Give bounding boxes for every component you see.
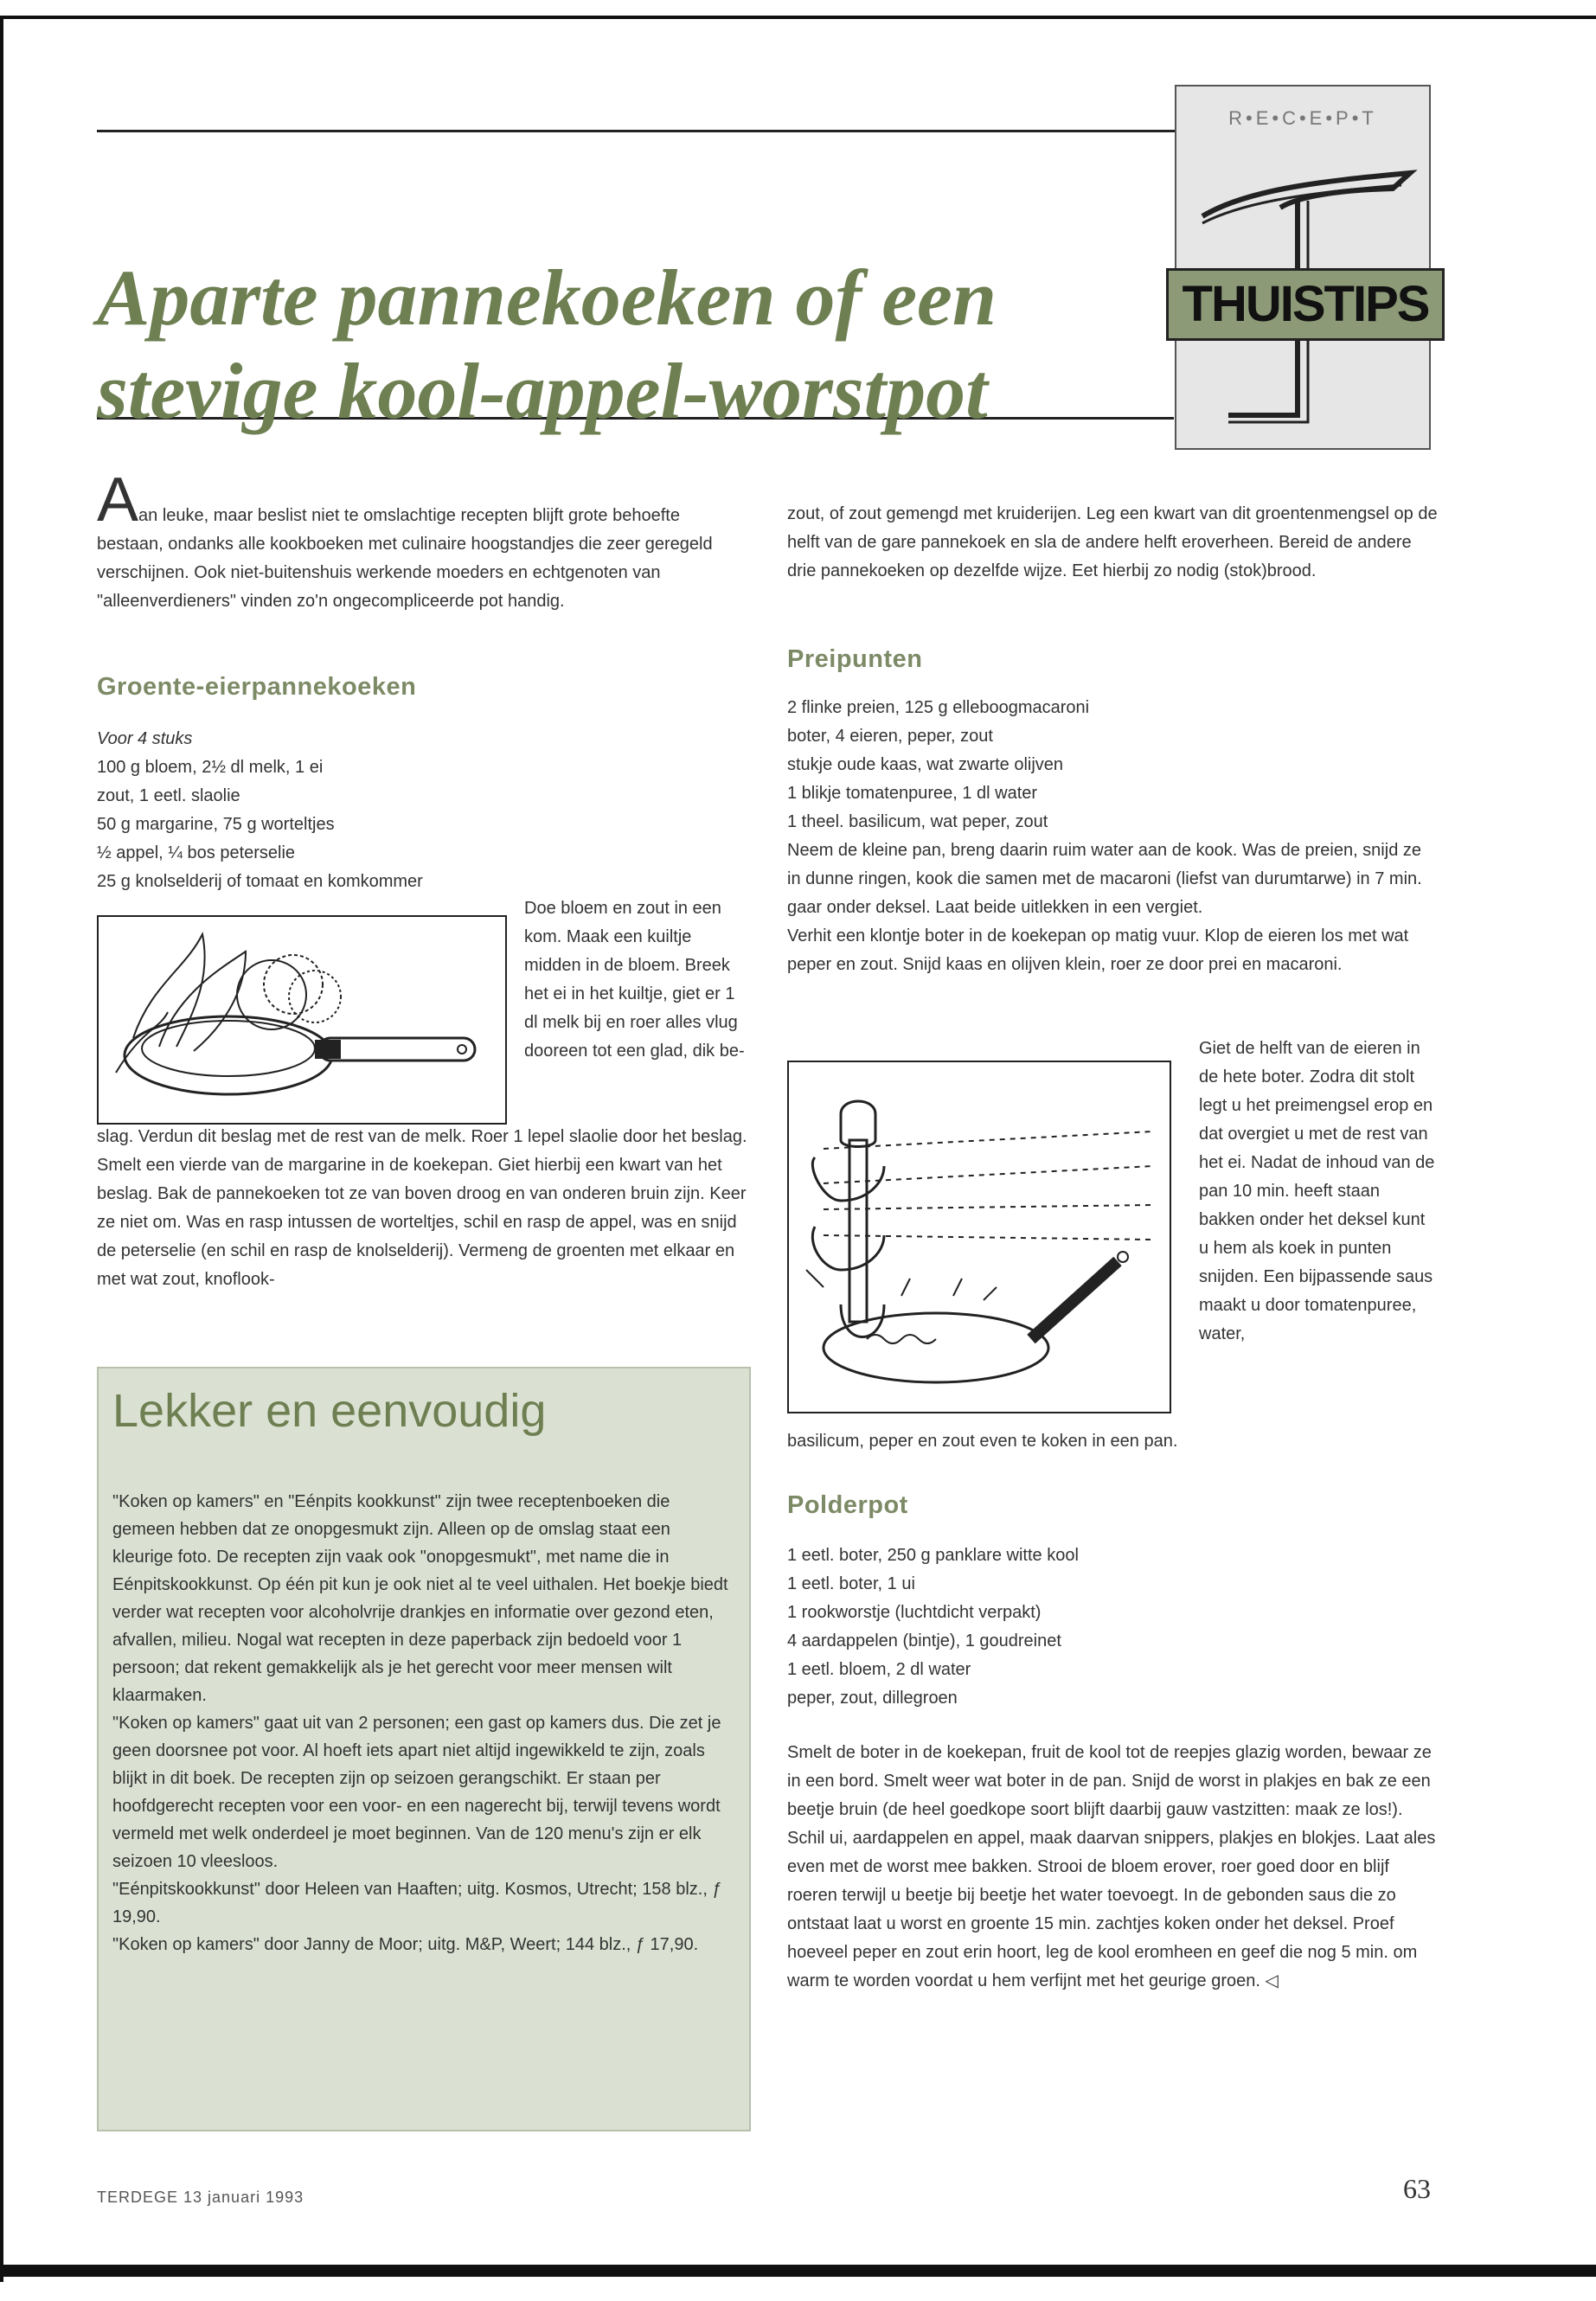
thuistips-logo: [1175, 85, 1431, 450]
end-mark-icon: ◁: [1265, 1971, 1279, 1990]
ingredient-line: ½ appel, ¼ bos peterselie: [97, 843, 296, 862]
ingredient-line: 1 theel. basilicum, wat peper, zout: [787, 812, 1048, 831]
method-paragraph: Neem de kleine pan, breng daarin ruim water aan de kook. Was de preien, snijd ze in dunne ringen, kook die samen met de macaroni (liefst van durumtarwe) in 7 min. gaar onder deksel. Laat beide uitlekken in een vergiet.: [787, 841, 1422, 917]
ingredient-line: 1 blikje tomatenpuree, 1 dl water: [787, 784, 1038, 803]
heading-preipunten: Preipunten: [787, 645, 923, 673]
groente-continued: zout, of zout gemengd met kruiderijen. Leg een kwart van dit groentenmengsel op de helft van de gare pannekoek en sla de andere helft eroverheen. Bereid de andere drie pannekoeken op dezelfde wijze. Eet hierbij zo nodig (stok)brood.: [787, 504, 1438, 580]
left-border: [0, 16, 3, 2282]
page-title: [97, 251, 1161, 438]
ingredient-line: boter, 4 eieren, peper, zout: [787, 727, 993, 746]
ingredient-line: 25 g knolselderij of tomaat en komkommer: [97, 872, 423, 891]
serves-line: Voor 4 stuks: [97, 729, 193, 748]
sidebar-paragraph: "Koken op kamers" en "Eénpits kookkunst" zijn twee receptenboeken die gemeen hebben dat ze onopgesmukt zijn. Alleen op de omslag staat een kleurige foto. De recepten zijn vaak ook "onopgesmukt", met name die in Eénpitskookkunst. Op één pit kun je ook niet al te veel uithalen. Het boekje biedt verder wat recepten voor alcoholvrije drankjes en informatie over gezond eten, afvallen, milieu. Nogal wat recepten in deze paperback zijn bedoeld voor 1 persoon; dat rekent gemakkelijk als je het gerecht voor meer mensen wilt klaarmaken.: [112, 1492, 728, 1705]
ingredient-line: zout, 1 eetl. slaolie: [97, 786, 240, 805]
polder-ingredients: [787, 1541, 1438, 1713]
polder-method: [787, 1739, 1438, 1996]
ingredient-line: stukje oude kaas, wat zwarte olijven: [787, 755, 1064, 774]
sidebar-text: [112, 1488, 728, 1958]
thuistips-wordmark: THUISTIPS: [1166, 268, 1445, 341]
ingredient-line: 4 aardappelen (bintje), 1 goudreinet: [787, 1631, 1061, 1650]
method-text: Schil ui, aardappelen en appel, maak daarvan snippers, plakjes en blokjes. Laat ales even met de worst mee bakken. Strooi de bloem erover, roer goed door en blijf roeren terwijl u beetje bij beetje het water toevoegt. In de gebonden saus die zo ontstaat laat u worst en groente 15 min. zachtjes koken onder het deksel. Proef hoeveel peper en zout erin hoort, leg de kool eromheen en geef die nog 5 min. om warm te worden voordat u hem verfijnt met het geurige groen.: [787, 1829, 1436, 1990]
top-border: [0, 16, 1596, 19]
ingredient-line: 1 rookworstje (luchtdicht verpakt): [787, 1603, 1042, 1622]
title-line-2: stevige kool-appel-worstpot: [97, 347, 988, 435]
ingredient-line: 2 flinke preien, 125 g elleboogmacaroni: [787, 698, 1090, 717]
method-paragraph: Verhit een klontje boter in de koekepan op matig vuur. Klop de eieren los met wat peper en zout. Snijd kaas en olijven klein, roer ze door prei en macaroni.: [787, 926, 1409, 974]
heading-polderpot: Polderpot: [787, 1491, 908, 1519]
sidebar-paragraph: "Eénpitskookkunst" door Heleen van Haaften; uitg. Kosmos, Utrecht; 158 blz., ƒ 19,90.: [112, 1880, 722, 1926]
method-paragraph: [787, 1824, 1438, 1996]
ingredient-line: 50 g margarine, 75 g worteltjes: [97, 815, 335, 834]
prei-method-side: Giet de helft van de eieren in de hete boter. Zodra dit stolt legt u het preimengsel erop en dat overgiet u met de rest van het ei. Nadat de inhoud van de pan 10 min. heeft staan bakken onder het deksel kunt u hem als koek in punten snijden. Een bijpassende saus maakt u door tomatenpuree, water,: [1199, 1039, 1435, 1343]
intro-text: an leuke, maar beslist niet te omslachtige recepten blijft grote behoefte bestaan, ondanks alle kookboeken met culinaire hoogstandjes die zeer geregeld verschijnen. Ook niet-buitenshuis werkende moeders en echtgenoten van "alleenverdieners" vinden zo'n ongecompliceerde pot handig.: [97, 506, 713, 611]
sidebar-paragraph: "Koken op kamers" gaat uit van 2 personen; een gast op kamers dus. Die zet je geen doorsnee pot voor. Al hoeft iets apart niet altijd ingewikkeld te zijn, zoals blijkt in dit boek. De recepten zijn op seizoen gerangschikt. Er staan per hoofdgerecht recepten voor een voor- en een nagerecht bij, terwijl tevens wordt vermeld met welk onderdeel je moet beginnen. Van de 120 menu's zijn er elk seizoen 10 vleesloos.: [112, 1714, 721, 1871]
page-number: 63: [1403, 2173, 1431, 2204]
ingredient-line: peper, zout, dillegroen: [787, 1689, 958, 1708]
sidebar-paragraph: "Koken op kamers" door Janny de Moor; uitg. M&P, Weert; 144 blz., ƒ 17,90.: [112, 1935, 699, 1954]
groente-ingredients: [97, 725, 747, 896]
vegetables-pan-illustration: [97, 915, 507, 1125]
ingredient-line: 1 eetl. boter, 1 ui: [787, 1574, 915, 1593]
heading-groente: Groente-eierpannekoeken: [97, 673, 417, 701]
recept-label: R•E•C•E•P•T: [1228, 107, 1377, 129]
prei-method-end: basilicum, peper en zout even te koken in een pan.: [787, 1432, 1178, 1451]
ingredient-line: 1 eetl. boter, 250 g panklare witte kool: [787, 1546, 1079, 1565]
groente-method-side: Doe bloem en zout in een kom. Maak een kuiltje midden in de bloem. Breek het ei in het kuiltje, giet er 1 dl melk bij en roer alles vlug dooreen tot een glad, dik be-: [524, 899, 745, 1061]
sidebar-title: Lekker en eenvoudig: [112, 1385, 547, 1437]
whisk-drawing: [789, 1062, 1170, 1412]
method-paragraph: Smelt een vierde van de margarine in de koekepan. Giet hierbij een kwart van het beslag. Bak de pannekoeken tot ze van boven droog en van onderen bruin zijn. Keer ze niet om. Was en rasp intussen de worteltjes, schil en rasp de appel, was en snijd de peterselie (en schil en rasp de knolselderij). Vermeng de groenten met elkaar en met wat zout, knoflook-: [97, 1156, 747, 1289]
method-paragraph: slag. Verdun dit beslag met de rest van de melk. Roer 1 lepel slaolie door het beslag.: [97, 1127, 747, 1146]
ingredient-line: 100 g bloem, 2½ dl melk, 1 ei: [97, 758, 324, 777]
drop-cap: A: [97, 465, 139, 535]
footer-publication: TERDEGE 13 januari 1993: [97, 2189, 304, 2206]
whisk-pan-illustration: [787, 1061, 1171, 1413]
vegetables-drawing: [99, 917, 505, 1123]
method-paragraph: Smelt de boter in de koekepan, fruit de kool tot de reepjes glazig worden, bewaar ze in een bord. Smelt weer wat boter in de pan. Snijd de worst in plakjes en bak ze een beetje bruin (de heel goedkope soort blijft daarbij gauw vastzitten: maak ze los!).: [787, 1743, 1432, 1819]
ingredient-line: 1 eetl. bloem, 2 dl water: [787, 1660, 971, 1679]
intro-paragraph: [97, 465, 747, 616]
title-line-1: Aparte pannekoeken of een: [97, 253, 997, 342]
prei-ingredients: [787, 694, 1438, 979]
groente-method: [97, 1123, 747, 1294]
bottom-border: [0, 2265, 1596, 2277]
